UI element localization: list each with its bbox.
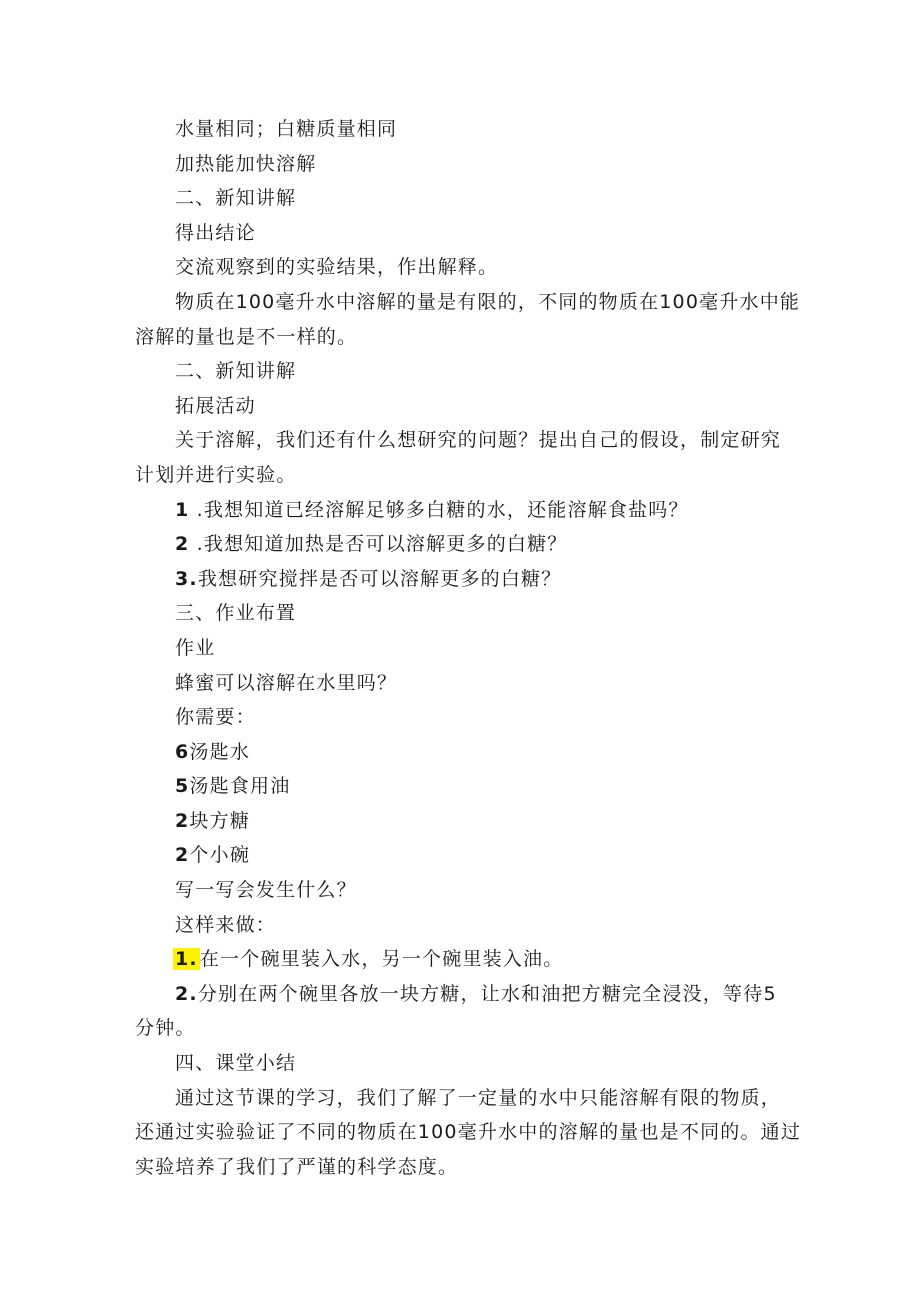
quantity: 2 bbox=[175, 844, 190, 867]
text-line bbox=[135, 147, 790, 182]
line-text: 四、课堂小结 bbox=[175, 1052, 297, 1075]
list-number: 3. bbox=[175, 567, 198, 590]
line-text: 得出结论 bbox=[175, 221, 256, 244]
text-line bbox=[135, 908, 790, 943]
line-text: 还通过实验验证了不同的物质在100毫升水中的溶解的量也是不同的。通过 bbox=[135, 1121, 802, 1144]
line-text: 物质在100毫升水中溶解的量是有限的，不同的物质在100毫升水中能 bbox=[175, 290, 801, 313]
quantity: 5 bbox=[175, 775, 190, 798]
line-text: .我想知道加热是否可以溶解更多的白糖？ bbox=[189, 533, 568, 556]
line-text: 汤匙食用油 bbox=[189, 775, 291, 798]
section-heading bbox=[135, 596, 790, 631]
quantity: 6 bbox=[175, 740, 190, 763]
paragraph-line bbox=[135, 1081, 790, 1116]
line-text: 汤匙水 bbox=[189, 740, 251, 763]
line-text: 交流观察到的实验结果，作出解释。 bbox=[175, 256, 499, 279]
text-line bbox=[135, 112, 790, 147]
list-item bbox=[135, 527, 790, 562]
line-text: 写一写会发生什么？ bbox=[175, 879, 357, 902]
list-item bbox=[135, 493, 790, 528]
line-text: 溶解的量也是不一样的。 bbox=[135, 325, 358, 348]
material-item bbox=[135, 804, 790, 839]
document-body bbox=[135, 112, 802, 1184]
line-text: 我想研究搅拌是否可以溶解更多的白糖？ bbox=[197, 567, 562, 590]
paragraph-line bbox=[135, 285, 801, 320]
line-text: 关于溶解，我们还有什么想研究的问题？提出自己的假设，制定研究 bbox=[175, 429, 782, 452]
line-text: 加热能加快溶解 bbox=[175, 152, 317, 175]
line-text: .我想知道已经溶解足够多白糖的水，还能溶解食盐吗？ bbox=[189, 498, 689, 521]
line-text: 在一个碗里装入水，另一个碗里装入油。 bbox=[199, 948, 564, 971]
line-text: 二、新知讲解 bbox=[175, 187, 297, 210]
paragraph-line bbox=[135, 320, 790, 355]
material-item bbox=[135, 769, 790, 804]
subheading bbox=[135, 631, 790, 666]
paragraph-line bbox=[135, 423, 790, 458]
line-text: 通过这节课的学习，我们了解了一定量的水中只能溶解有限的物质， bbox=[175, 1086, 782, 1109]
step-item bbox=[135, 942, 790, 977]
line-text: 计划并进行实验。 bbox=[135, 463, 297, 486]
line-text: 实验培养了我们了严谨的科学态度。 bbox=[135, 1155, 459, 1178]
step-item bbox=[135, 977, 790, 1012]
text-line bbox=[135, 873, 790, 908]
paragraph-line bbox=[135, 1150, 790, 1185]
line-text: 分别在两个碗里各放一块方糖，让水和油把方糖完全浸没，等待5 bbox=[197, 982, 777, 1005]
paragraph-line bbox=[135, 1115, 802, 1150]
text-line bbox=[135, 666, 790, 701]
line-text: 三、作业布置 bbox=[175, 602, 297, 625]
paragraph-line bbox=[135, 458, 790, 493]
line-text: 作业 bbox=[175, 636, 216, 659]
line-text: 蜂蜜可以溶解在水里吗？ bbox=[175, 671, 398, 694]
line-text: 二、新知讲解 bbox=[175, 360, 297, 383]
section-heading bbox=[135, 181, 790, 216]
section-heading bbox=[135, 1046, 790, 1081]
text-line bbox=[135, 700, 790, 735]
list-item bbox=[135, 562, 790, 597]
step-number: 2. bbox=[175, 982, 198, 1005]
material-item bbox=[135, 838, 790, 873]
text-line bbox=[135, 250, 790, 285]
line-text: 个小碗 bbox=[189, 844, 251, 867]
line-text: 你需要： bbox=[175, 706, 256, 729]
subheading bbox=[135, 216, 790, 251]
line-text: 分钟。 bbox=[135, 1017, 196, 1040]
subheading bbox=[135, 389, 790, 424]
quantity: 2 bbox=[175, 809, 190, 832]
list-number: 2 bbox=[175, 533, 190, 556]
line-text: 这样来做： bbox=[175, 913, 277, 936]
line-text: 拓展活动 bbox=[175, 394, 256, 417]
highlighted-step-number: 1. bbox=[175, 948, 198, 971]
line-text: 块方糖 bbox=[189, 809, 251, 832]
section-heading bbox=[135, 354, 790, 389]
material-item bbox=[135, 735, 790, 770]
line-text: 水量相同；白糖质量相同 bbox=[175, 118, 398, 140]
list-number: 1 bbox=[175, 498, 190, 521]
step-continuation bbox=[135, 1011, 790, 1046]
